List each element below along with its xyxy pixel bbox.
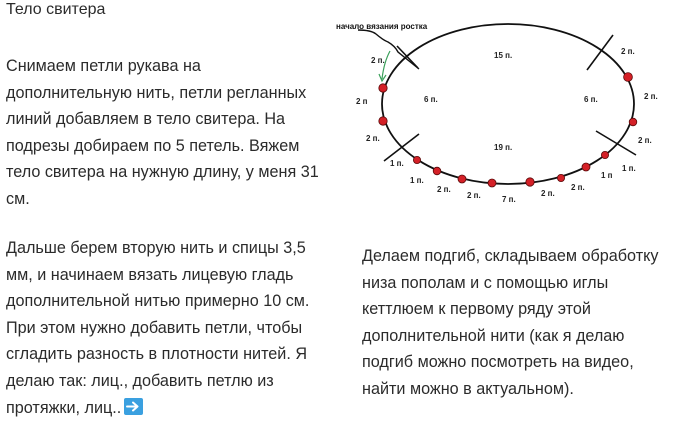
text-line: линий добавляем в тело свитера. На [6,110,286,129]
start-pointer-line [358,30,419,69]
stitch-label: 15 п. [494,51,513,60]
stitch-label: 1 п. [622,164,636,173]
stitch-label: 6 п. [424,95,438,104]
text-line: найти можно в актуальном). [362,379,574,398]
text-line: мм, и начинаем вязать лицевую гладь [6,265,294,284]
text-line: низа пополам и с помощью иглы [362,273,609,292]
text-line: см. [6,189,30,208]
stitch-label: 2 п. [571,183,585,192]
text-line: дополнительную нить, петли регланных [6,83,307,102]
text-line: дополнительной нити (как я делаю [362,326,625,345]
text-line: При этом нужно добавить петли, чтобы [6,318,303,337]
stitch-label: 2 п. [437,185,451,194]
stitch-label: 2 п. [371,56,385,65]
text-line: подрезы добираем по 5 петель. Вяжем [6,136,300,155]
text-line: подгиб можно посмотреть на видео, [362,353,634,372]
start-label: начало вязания ростка [336,22,428,31]
page-title: Тело свитера [6,1,106,18]
text-line: Делаем подгиб, складываем обработку [362,247,659,265]
text-line: Дальше берем вторую нить и спицы 3,5 [6,239,306,257]
stitch-count-labels [356,47,658,204]
stitch-label: 2 п. [467,191,481,200]
stitch-label: 1 п. [390,159,404,168]
stitch-label: 2 п. [638,136,652,145]
text-line: Снимаем петли рукава на [6,57,201,75]
stitch-label: 2 п. [644,92,658,101]
text-line: сгладить разность в плотности нитей. Я [6,345,308,364]
stitch-label: 6 п. [584,95,598,104]
text-line: кеттлюем к первому ряду этой [362,300,591,319]
text-line-content: протяжки, лиц.. [6,398,122,417]
text-line: дополнительной нитью примерно 10 см. [6,292,310,311]
stitch-label: 2 п. [621,47,635,56]
text-line: делаю так: лиц., добавить петлю из [6,371,274,390]
increase-dots [379,73,637,187]
stitch-label: 1 п. [410,176,424,185]
stitch-label: 7 п. [502,195,516,204]
stitch-label: 2 п. [366,134,380,143]
stitch-label: 2 п. [541,189,555,198]
stitch-label: 1 п [601,171,613,180]
stitch-label: 19 п. [494,143,513,152]
text-line: тело свитера на нужную длину, у меня 31 [6,163,319,182]
stitch-label: 2 п [356,97,368,106]
